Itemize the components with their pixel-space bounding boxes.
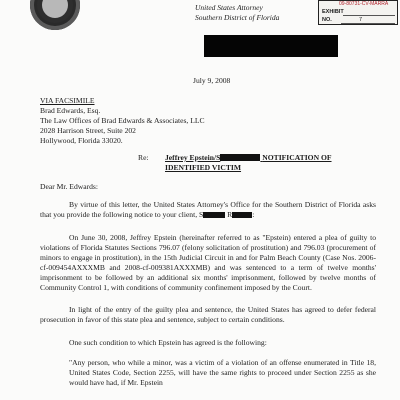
exhibit-label: EXHIBIT <box>322 9 344 15</box>
paragraph-3: In light of the entry of the guilty plea and sentence, the United States has agreed to defer federal prosecution in favor of this state plea and sentence, subject to certain conditions. <box>40 305 376 325</box>
seal-center <box>42 0 68 18</box>
recipient-city: Hollywood, Florida 33020. <box>40 135 123 145</box>
re-label: Re: <box>138 153 149 162</box>
office-line-2: Southern District of Florida <box>195 12 280 22</box>
subject-line <box>165 153 365 173</box>
redaction-block <box>232 210 255 220</box>
paragraph-1-text: : <box>252 210 255 220</box>
recipient-street: 2028 Harrison Street, Suite 202 <box>40 125 136 135</box>
paragraph-2: On June 30, 2008, Jeffrey Epstein (hereinafter referred to as "Epstein) entered a plea of guilty to violations of Florida Statutes Sections 796.07 (felony solicitation of prostitution) and 796.03 (procurement of minors to engage in prostitution), in the 15th Judicial Circuit in and for Palm Beach County (Case Nos. 2006-cf-009454AXXXMB and 2008-cf-009381AXXXMB) and was sentenced to a term of twelve months' imprisonment to be followed by an additional six months' imprisonment, followed by twelve months of Community Control 1, with conditions of community confinement imposed by the Court. <box>40 233 376 293</box>
exhibit-line <box>343 15 395 16</box>
recipient-name: Brad Edwards, Esq. <box>40 105 101 115</box>
delivery-method: VIA FACSIMILE <box>40 96 95 105</box>
redaction-block <box>220 154 260 161</box>
exhibit-no-value: 7 <box>359 17 363 23</box>
recipient-firm: The Law Offices of Brad Edwards & Associates, LLC <box>40 115 205 125</box>
office-line-1: United States Attorney <box>195 3 263 12</box>
subject-suffix: NOTIFICATION OF IDENTIFIED VICTIM <box>165 153 332 172</box>
office-heading <box>195 3 279 23</box>
exhibit-line <box>341 23 395 24</box>
paragraph-1-text: By virtue of this letter, the United States Attorney's Office for the Southern District of Florida asks that you provide the following notice to your client, S <box>40 200 376 220</box>
redaction-block <box>204 35 338 57</box>
exhibit-no-label: NO. <box>322 17 332 23</box>
exhibit-case-number: 09-80731-CV-MARRA <box>339 1 389 7</box>
redaction-block <box>203 212 225 219</box>
paragraph-1-text: R <box>225 210 233 220</box>
salutation: Dear Mr. Edwards: <box>40 182 98 191</box>
quoted-condition: "Any person, who while a minor, was a victim of a violation of an offense enumerated in Title 18, United States Code, Section 2255, will have the same rights to proceed under Section 2255 as she would have had, if Mr. Epstein <box>69 358 376 388</box>
exhibit-sticker <box>318 0 398 25</box>
recipient-address <box>40 96 205 146</box>
letter-date: July 9, 2008 <box>193 76 231 85</box>
paragraph-4: One such condition to which Epstein has agreed is the following: <box>69 338 267 347</box>
subject-prefix: Jeffrey Epstein/S <box>165 153 221 162</box>
paragraph-1 <box>40 200 376 220</box>
doj-seal-logo <box>30 0 80 30</box>
